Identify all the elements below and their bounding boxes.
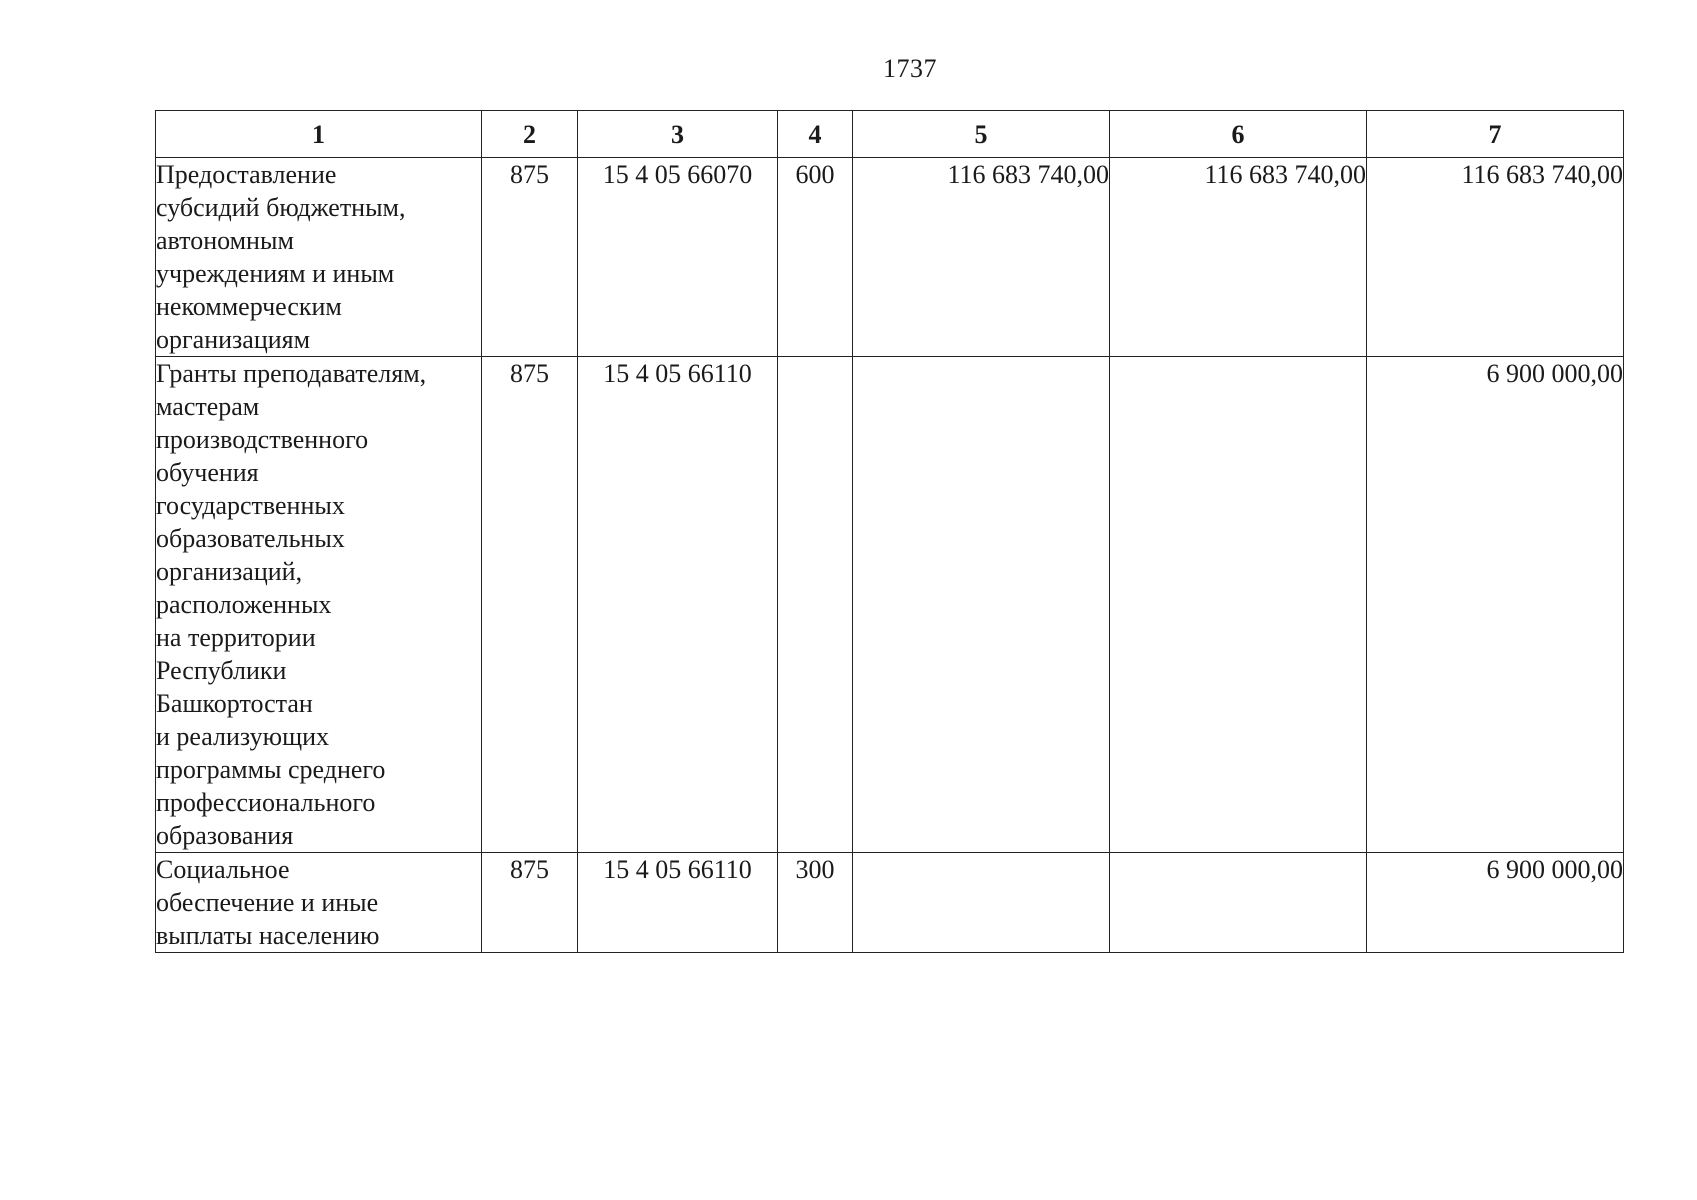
row-col-5: [853, 853, 1110, 953]
row-col-3: 15 4 05 66070: [578, 158, 778, 357]
row-col-2: 875: [482, 853, 578, 953]
header-row: [156, 111, 1624, 158]
page-number: 1737: [883, 54, 937, 83]
header-col-1: 1: [156, 111, 482, 158]
row-col-5: 116 683 740,00: [853, 158, 1110, 357]
row-name: Предоставление субсидий бюджетным, автономным учреждениям и иным некоммерческим организациям: [156, 158, 482, 357]
header-col-3: 3: [578, 111, 778, 158]
table-header: [156, 111, 1624, 158]
table-row: [156, 158, 1624, 357]
row-col-4: [778, 357, 853, 853]
row-col-7: 6 900 000,00: [1367, 853, 1624, 953]
row-col-2: 875: [482, 158, 578, 357]
table-row: [156, 853, 1624, 953]
header-col-5: 5: [853, 111, 1110, 158]
row-name: Гранты преподавателям, мастерам производственного обучения государственных образовательных организаций, расположенных на территории Республики Башкортостан и реализующих программы среднего профессионального образования: [156, 357, 482, 853]
row-col-3: 15 4 05 66110: [578, 357, 778, 853]
header-col-4: 4: [778, 111, 853, 158]
row-col-5: [853, 357, 1110, 853]
row-col-4: 300: [778, 853, 853, 953]
table-row: [156, 357, 1624, 853]
row-col-3: 15 4 05 66110: [578, 853, 778, 953]
header-col-6: 6: [1110, 111, 1367, 158]
row-name: Социальное обеспечение и иные выплаты населению: [156, 853, 482, 953]
row-col-2: 875: [482, 357, 578, 853]
row-col-7: 6 900 000,00: [1367, 357, 1624, 853]
budget-table: [155, 110, 1624, 953]
row-col-6: [1110, 357, 1367, 853]
row-col-7: 116 683 740,00: [1367, 158, 1624, 357]
header-col-7: 7: [1367, 111, 1624, 158]
row-col-6: 116 683 740,00: [1110, 158, 1367, 357]
row-col-6: [1110, 853, 1367, 953]
row-col-4: 600: [778, 158, 853, 357]
header-col-2: 2: [482, 111, 578, 158]
